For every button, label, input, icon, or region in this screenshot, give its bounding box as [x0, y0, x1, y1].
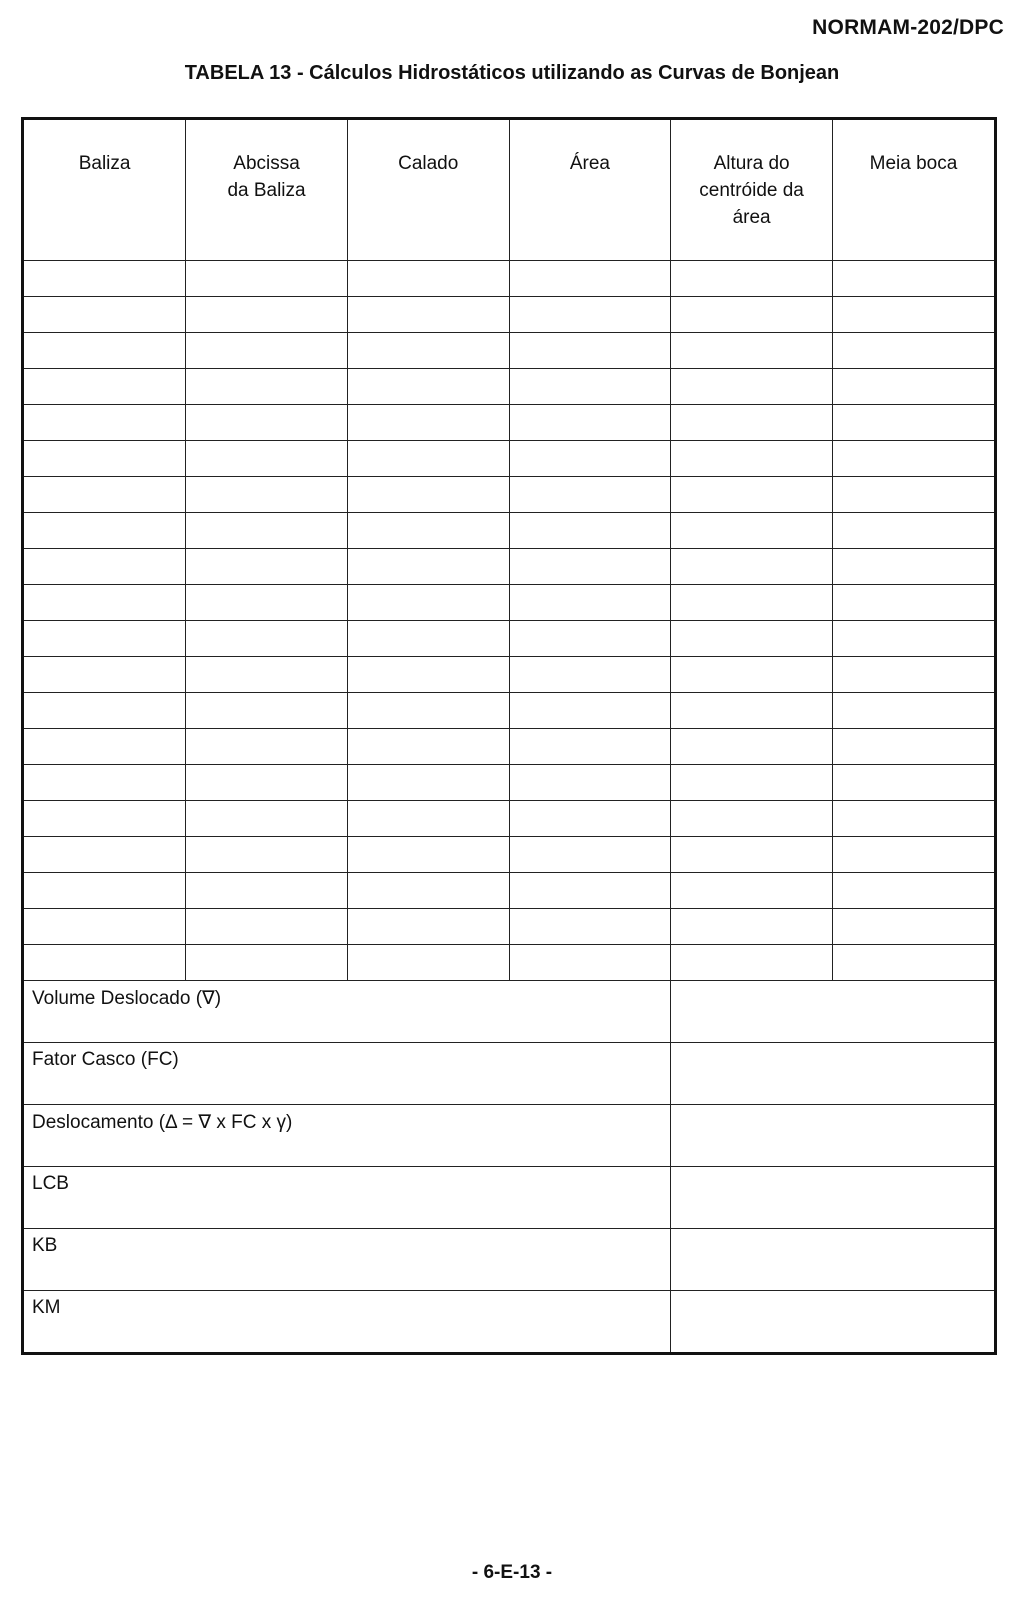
- table-cell[interactable]: [671, 729, 833, 765]
- table-cell[interactable]: [832, 405, 994, 441]
- header-row: [24, 120, 994, 261]
- table-cell[interactable]: [671, 945, 833, 981]
- summary-label: KB: [24, 1229, 671, 1291]
- table-cell[interactable]: [347, 837, 509, 873]
- summary-row: [24, 1105, 994, 1167]
- table-cell[interactable]: [509, 513, 671, 549]
- table-cell[interactable]: [671, 621, 833, 657]
- table-cell[interactable]: [832, 369, 994, 405]
- table-cell[interactable]: [186, 513, 348, 549]
- table-cell[interactable]: [24, 729, 186, 765]
- table-cell[interactable]: [186, 837, 348, 873]
- summary-value-cell[interactable]: [671, 1229, 994, 1291]
- table-cell[interactable]: [186, 693, 348, 729]
- table-cell[interactable]: [832, 333, 994, 369]
- summary-row: [24, 1291, 994, 1353]
- col-header-meia-boca: Meia boca: [832, 120, 994, 261]
- table-cell[interactable]: [347, 621, 509, 657]
- table-row: [24, 657, 994, 693]
- table-row: [24, 873, 994, 909]
- table-cell[interactable]: [509, 909, 671, 945]
- table-cell[interactable]: [186, 261, 348, 297]
- table-row: [24, 837, 994, 873]
- summary-label: Fator Casco (FC): [24, 1043, 671, 1105]
- table-cell[interactable]: [24, 549, 186, 585]
- table-cell[interactable]: [671, 765, 833, 801]
- table-cell[interactable]: [347, 945, 509, 981]
- table-cell[interactable]: [347, 549, 509, 585]
- table-cell[interactable]: [671, 837, 833, 873]
- summary-label: KM: [24, 1291, 671, 1353]
- table-cell[interactable]: [671, 873, 833, 909]
- summary-value-cell[interactable]: [671, 1043, 994, 1105]
- table-cell[interactable]: [832, 621, 994, 657]
- table-cell[interactable]: [347, 909, 509, 945]
- table-cell[interactable]: [347, 513, 509, 549]
- table-cell[interactable]: [671, 261, 833, 297]
- table-cell[interactable]: [671, 441, 833, 477]
- table-cell[interactable]: [24, 801, 186, 837]
- table-row: [24, 945, 994, 981]
- table-cell[interactable]: [509, 369, 671, 405]
- table-row: [24, 441, 994, 477]
- table-cell[interactable]: [832, 261, 994, 297]
- table-row: [24, 513, 994, 549]
- table-cell[interactable]: [671, 513, 833, 549]
- table-cell[interactable]: [24, 837, 186, 873]
- table-cell[interactable]: [509, 333, 671, 369]
- table-cell[interactable]: [347, 405, 509, 441]
- table-cell[interactable]: [186, 729, 348, 765]
- table-cell[interactable]: [24, 945, 186, 981]
- summary-value-cell[interactable]: [671, 1291, 994, 1353]
- table-cell[interactable]: [24, 621, 186, 657]
- table-cell[interactable]: [347, 585, 509, 621]
- table-cell[interactable]: [671, 801, 833, 837]
- table-cell[interactable]: [24, 693, 186, 729]
- table-cell[interactable]: [509, 765, 671, 801]
- table-row: [24, 909, 994, 945]
- table-row: [24, 333, 994, 369]
- table-cell[interactable]: [509, 657, 671, 693]
- table-cell[interactable]: [671, 549, 833, 585]
- table-cell[interactable]: [671, 657, 833, 693]
- table-cell[interactable]: [24, 333, 186, 369]
- table-cell[interactable]: [509, 477, 671, 513]
- table-cell[interactable]: [24, 657, 186, 693]
- table-cell[interactable]: [24, 765, 186, 801]
- table-cell[interactable]: [347, 801, 509, 837]
- col-header-altura-centroide: Altura do centróide da área: [671, 120, 833, 261]
- table-row: [24, 801, 994, 837]
- table-cell[interactable]: [347, 477, 509, 513]
- table-row: [24, 729, 994, 765]
- table-cell[interactable]: [347, 657, 509, 693]
- table-row: [24, 585, 994, 621]
- table-cell[interactable]: [671, 477, 833, 513]
- summary-label: Deslocamento (Δ = ∇ x FC x γ): [24, 1105, 671, 1167]
- page-number: - 6-E-13 -: [471, 1562, 553, 1583]
- table-row: [24, 261, 994, 297]
- table-cell[interactable]: [832, 801, 994, 837]
- table-cell[interactable]: [509, 261, 671, 297]
- table-cell[interactable]: [509, 693, 671, 729]
- table-row: [24, 297, 994, 333]
- table-cell[interactable]: [186, 369, 348, 405]
- table-cell[interactable]: [347, 297, 509, 333]
- table-cell[interactable]: [832, 441, 994, 477]
- table-cell[interactable]: [509, 297, 671, 333]
- summary-row: [24, 1043, 994, 1105]
- table-cell[interactable]: [347, 765, 509, 801]
- table-cell[interactable]: [832, 693, 994, 729]
- table-cell[interactable]: [832, 909, 994, 945]
- table-cell[interactable]: [186, 657, 348, 693]
- hydrostatic-calculation-form: [21, 117, 997, 1355]
- summary-row: [24, 981, 994, 1043]
- table-cell[interactable]: [509, 873, 671, 909]
- table-cell[interactable]: [24, 585, 186, 621]
- table-cell[interactable]: [832, 837, 994, 873]
- table-row: [24, 549, 994, 585]
- col-header-calado: Calado: [347, 120, 509, 261]
- table-cell[interactable]: [186, 909, 348, 945]
- table-cell[interactable]: [671, 405, 833, 441]
- table-cell[interactable]: [509, 945, 671, 981]
- table-row: [24, 621, 994, 657]
- table-cell[interactable]: [509, 549, 671, 585]
- table-title: TABELA 13 - Cálculos Hidrostáticos utilizando as Curvas de Bonjean: [184, 62, 840, 84]
- table-cell[interactable]: [832, 657, 994, 693]
- table-cell[interactable]: [509, 441, 671, 477]
- table-cell[interactable]: [24, 369, 186, 405]
- table-cell[interactable]: [186, 441, 348, 477]
- table-cell[interactable]: [671, 909, 833, 945]
- table-cell[interactable]: [186, 549, 348, 585]
- table-cell[interactable]: [832, 729, 994, 765]
- bonjean-table: [24, 120, 994, 1352]
- table-cell[interactable]: [832, 945, 994, 981]
- table-cell[interactable]: [186, 873, 348, 909]
- table-cell[interactable]: [186, 801, 348, 837]
- table-cell[interactable]: [509, 405, 671, 441]
- col-header-area: Área: [509, 120, 671, 261]
- table-cell[interactable]: [186, 333, 348, 369]
- table-cell[interactable]: [186, 765, 348, 801]
- table-cell[interactable]: [509, 729, 671, 765]
- summary-label: LCB: [24, 1167, 671, 1229]
- table-cell[interactable]: [24, 261, 186, 297]
- document-code: NORMAM-202/DPC: [812, 16, 1004, 39]
- table-cell[interactable]: [671, 369, 833, 405]
- table-cell[interactable]: [671, 297, 833, 333]
- table-cell[interactable]: [186, 585, 348, 621]
- table-cell[interactable]: [24, 405, 186, 441]
- table-row: [24, 693, 994, 729]
- table-cell[interactable]: [509, 837, 671, 873]
- table-cell[interactable]: [186, 477, 348, 513]
- table-cell[interactable]: [832, 549, 994, 585]
- table-cell[interactable]: [24, 297, 186, 333]
- summary-label: Volume Deslocado (∇): [24, 981, 671, 1043]
- table-row: [24, 405, 994, 441]
- table-cell[interactable]: [24, 513, 186, 549]
- table-cell[interactable]: [832, 513, 994, 549]
- table-cell[interactable]: [186, 405, 348, 441]
- summary-value-cell[interactable]: [671, 1105, 994, 1167]
- table-cell[interactable]: [347, 333, 509, 369]
- table-cell[interactable]: [832, 585, 994, 621]
- table-cell[interactable]: [509, 585, 671, 621]
- table-row: [24, 477, 994, 513]
- table-cell[interactable]: [186, 621, 348, 657]
- summary-row: [24, 1229, 994, 1291]
- col-header-baliza: Baliza: [24, 120, 186, 261]
- table-cell[interactable]: [832, 765, 994, 801]
- table-cell[interactable]: [509, 801, 671, 837]
- table-cell[interactable]: [347, 369, 509, 405]
- table-cell[interactable]: [671, 693, 833, 729]
- summary-value-cell[interactable]: [671, 981, 994, 1043]
- table-cell[interactable]: [186, 297, 348, 333]
- table-cell[interactable]: [347, 693, 509, 729]
- table-cell[interactable]: [832, 873, 994, 909]
- table-cell[interactable]: [347, 873, 509, 909]
- table-cell[interactable]: [347, 729, 509, 765]
- table-cell[interactable]: [671, 585, 833, 621]
- table-cell[interactable]: [347, 261, 509, 297]
- table-cell[interactable]: [24, 873, 186, 909]
- table-row: [24, 765, 994, 801]
- col-header-abcissa: Abcissa da Baliza: [186, 120, 348, 261]
- table-cell[interactable]: [671, 333, 833, 369]
- summary-value-cell[interactable]: [671, 1167, 994, 1229]
- table-cell[interactable]: [832, 477, 994, 513]
- summary-row: [24, 1167, 994, 1229]
- table-cell[interactable]: [24, 441, 186, 477]
- table-cell[interactable]: [186, 945, 348, 981]
- table-cell[interactable]: [347, 441, 509, 477]
- table-cell[interactable]: [24, 477, 186, 513]
- table-cell[interactable]: [509, 621, 671, 657]
- table-cell[interactable]: [24, 909, 186, 945]
- table-row: [24, 369, 994, 405]
- table-cell[interactable]: [832, 297, 994, 333]
